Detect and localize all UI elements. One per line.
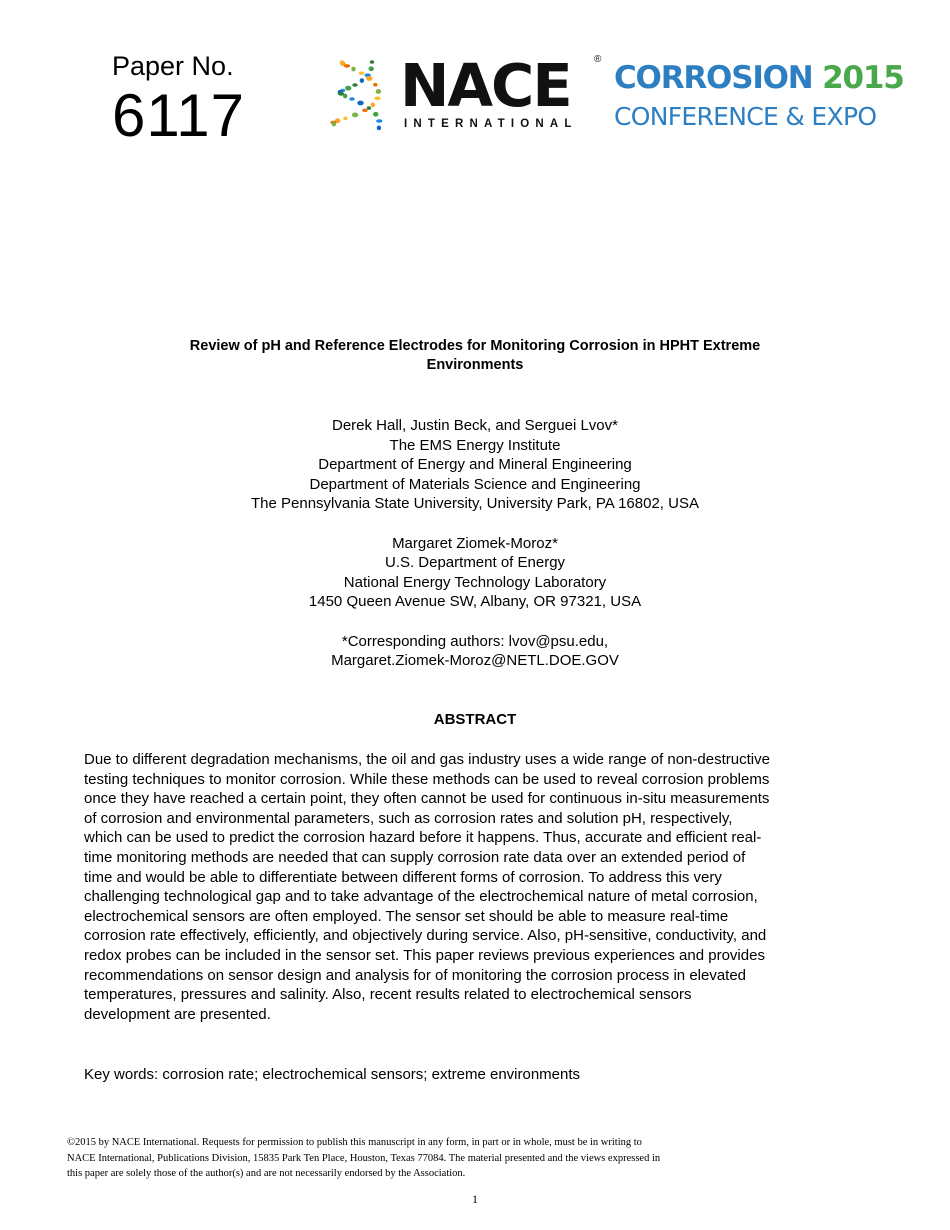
abstract-line: of corrosion and environmental parameters, such as corrosion rates and solution pH, respectively, <box>84 809 733 827</box>
abstract-line: electrochemical sensors are often employed. The sensor set should be able to measure real-time <box>84 907 729 925</box>
abstract-heading: ABSTRACT <box>433 711 517 728</box>
keywords: Key words: corrosion rate; electrochemical sensors; extreme environments <box>84 1066 581 1083</box>
abstract-line: temperatures, pressures and salinity. Also, recent results related to electrochemical sensors <box>84 986 692 1004</box>
affiliation-line: U.S. Department of Energy <box>384 554 566 572</box>
author-block <box>100 416 850 671</box>
registered-mark: ® <box>594 54 602 65</box>
abstract-line: Due to different degradation mechanisms, the oil and gas industry uses a wide range of non-destructive <box>84 751 770 768</box>
paper-number-label: Paper No. <box>112 51 234 81</box>
affiliation-line: Department of Energy and Mineral Engineering <box>318 456 632 474</box>
abstract-line: development are presented. <box>84 1005 271 1023</box>
author-names-2: Margaret Ziomek-Moroz* <box>392 534 558 552</box>
abstract-line: challenging technological gap and to take advantage of the electrochemical nature of metal corrosion, <box>84 888 758 906</box>
abstract-line: which can be used to predict the corrosion hazard before it happens. Thus, accurate and efficient real- <box>84 829 762 847</box>
abstract-line: testing techniques to monitor corrosion. While these methods can be used to reveal corrosion problems <box>84 770 770 788</box>
page-number: 1 <box>472 1192 478 1206</box>
nace-emblem-icon <box>318 54 398 138</box>
corresponding-email: Margaret.Ziomek-Moroz@NETL.DOE.GOV <box>331 652 619 670</box>
conference-year: 2015 <box>822 60 904 96</box>
title-line: Environments <box>426 357 524 373</box>
affiliation-line: The Pennsylvania State University, University Park, PA 16802, USA <box>251 495 699 513</box>
abstract-line: time and would be able to differentiate between different forms of corrosion. To address this very <box>84 868 722 886</box>
copyright-notice <box>67 1135 787 1182</box>
abstract-body <box>84 750 884 1024</box>
abstract-line: recommendations on sensor design and analysis for of monitoring the corrosion process in elevated <box>84 966 747 984</box>
copyright-line: ©2015 by NACE International. Requests for permission to publish this manuscript in any form, in part or in whole, must be in writing to <box>67 1137 642 1148</box>
paper-title <box>100 337 850 375</box>
copyright-line: this paper are solely those of the author(s) and are not necessarily endorsed by the Association. <box>67 1168 466 1179</box>
abstract-line: corrosion rate effectively, efficiently, and objectively during service. Also, pH-sensitive, conductivity, and <box>84 927 767 945</box>
title-line: Review of pH and Reference Electrodes for Monitoring Corrosion in HPHT Extreme <box>189 338 761 354</box>
corresponding-authors: *Corresponding authors: lvov@psu.edu, <box>341 632 609 650</box>
conference-title <box>614 60 904 96</box>
abstract-line: once they have reached a certain point, they often cannot be used for continuous in-situ measurements <box>84 790 770 808</box>
copyright-line: NACE International, Publications Division, 15835 Park Ten Place, Houston, Texas 77084. The material presented and the views expressed in <box>67 1152 661 1164</box>
nace-wordmark: NACE <box>400 51 571 120</box>
affiliation-line: 1450 Queen Avenue SW, Albany, OR 97321, USA <box>308 593 642 611</box>
conference-subtitle: CONFERENCE & EXPO <box>614 102 877 131</box>
affiliation-line: The EMS Energy Institute <box>389 436 561 454</box>
nace-logo <box>318 51 608 138</box>
abstract-line: redox probes can be included in the sensor set. This paper reviews previous experiences and provides <box>84 946 765 964</box>
conference-name: CORROSION <box>614 60 813 96</box>
affiliation-line: Department of Materials Science and Engineering <box>309 475 641 493</box>
author-names-1: Derek Hall, Justin Beck, and Serguei Lvov* <box>332 417 618 434</box>
paper-number: 6117 <box>112 82 246 149</box>
abstract-line: time monitoring methods are needed that can supply corrosion rate data over an extended period of <box>84 848 746 866</box>
nace-subtitle: INTERNATIONAL <box>404 118 578 130</box>
affiliation-line: National Energy Technology Laboratory <box>343 573 607 591</box>
